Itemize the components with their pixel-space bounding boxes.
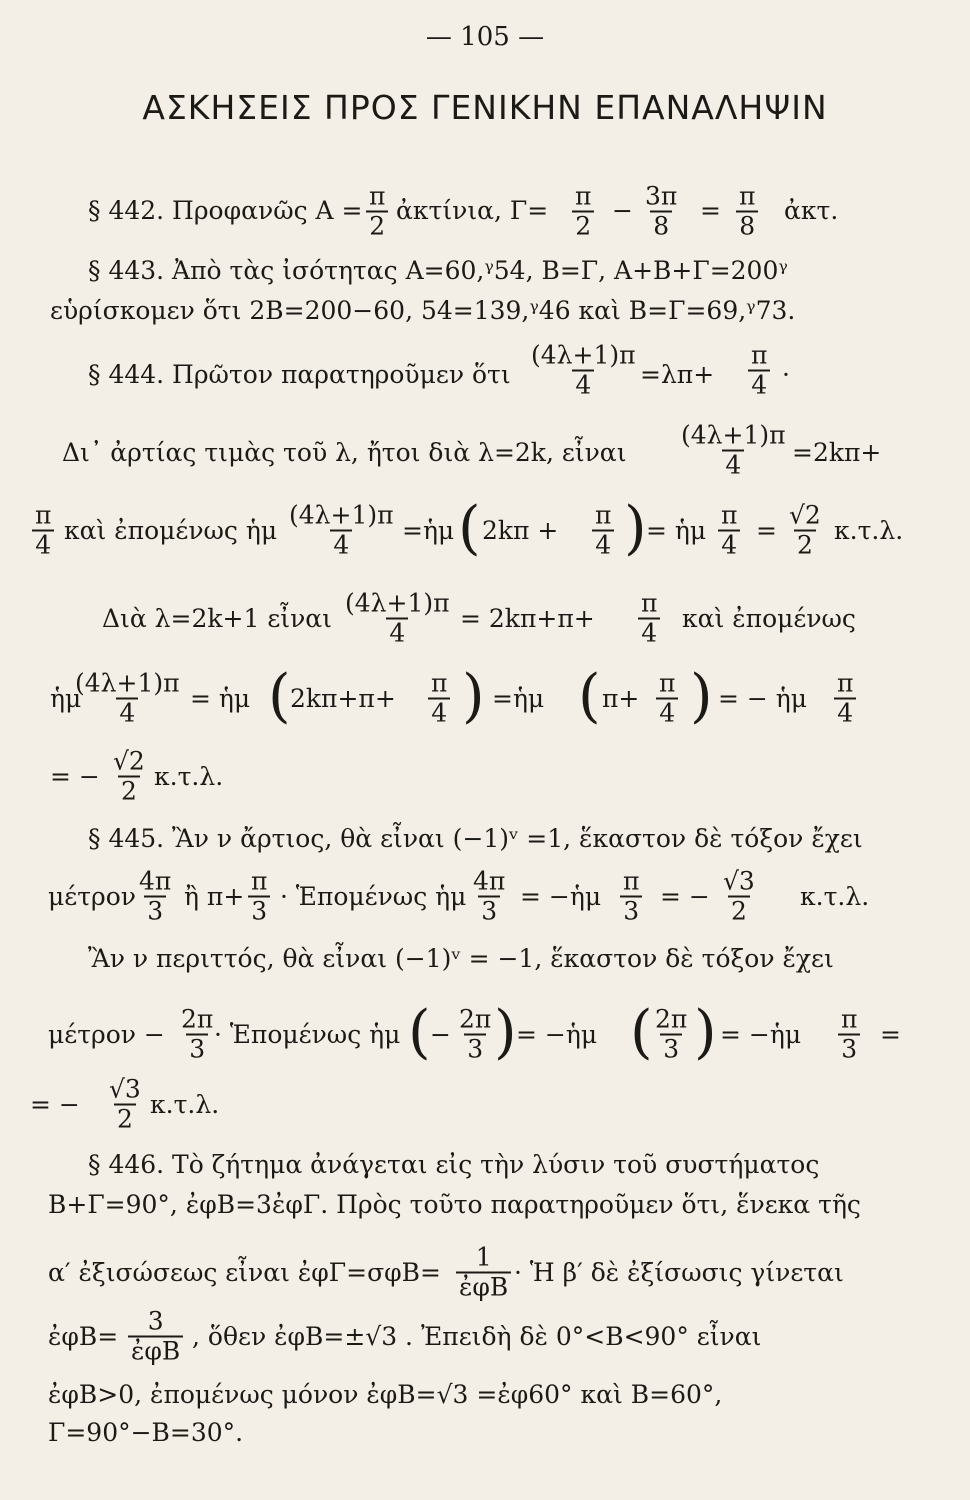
fraction: $\frac{(4\lambda+1)\pi}{4}$ — [75, 668, 180, 727]
fraction: $\frac{(4\lambda+1)\pi}{4}$ — [345, 588, 450, 647]
fraction: $\frac{\pi}{4}$ — [748, 342, 770, 399]
fraction: $\frac{\pi}{8}$ — [736, 183, 758, 240]
fraction: 1 ἐφΒ — [456, 1244, 511, 1301]
left-paren: ( — [578, 661, 601, 730]
fraction: $\frac{√2}{2}$ — [113, 746, 145, 805]
fraction: $\frac{\pi}{3}$ — [838, 1006, 860, 1063]
text: − — [612, 196, 633, 225]
fraction: $\frac{2\pi}{3}$ — [655, 1004, 688, 1063]
text: = — [700, 196, 721, 225]
text: ἀκτίνια, Γ= — [396, 196, 549, 225]
page-number: — 105 — — [425, 22, 545, 52]
fraction: $\frac{3\pi}{8}$ — [645, 181, 678, 240]
text: ἀκτ. — [784, 196, 839, 225]
left-paren: ( — [630, 997, 653, 1066]
denominator: 2 — [366, 210, 388, 240]
fraction: $\frac{\pi}{4}$ — [32, 502, 54, 559]
fraction: $\frac{√3}{2}$ — [723, 866, 755, 925]
fraction: $\frac{(4\lambda+1)\pi}{4}$ — [289, 500, 394, 559]
fraction: $\frac{2\pi}{3}$ — [181, 1004, 214, 1063]
fraction: $\frac{\pi}{4}$ — [656, 670, 678, 727]
fraction: $\frac{2\pi}{3}$ — [459, 1004, 492, 1063]
fraction — [366, 183, 388, 240]
fraction: $\frac{\pi}{4}$ — [592, 502, 614, 559]
right-paren: ) — [462, 661, 485, 730]
page-title: ΑΣΚΗΣΕΙΣ ΠΡΟΣ ΓΕΝΙΚΗΝ ΕΠΑΝΑΛΗΨΙΝ — [142, 88, 828, 127]
fraction: $\frac{\pi}{3}$ — [620, 868, 642, 925]
fraction: 3 ἐφΒ — [128, 1308, 183, 1365]
fraction: $\frac{\pi}{2}$ — [572, 183, 594, 240]
fraction: $\frac{(4\lambda+1)\pi}{4}$ — [531, 340, 636, 399]
fraction: $\frac{\pi}{4}$ — [638, 590, 660, 647]
left-paren: ( — [268, 661, 291, 730]
right-paren: ) — [690, 661, 713, 730]
right-paren: ) — [494, 997, 517, 1066]
fraction: $\frac{4\pi}{3}$ — [473, 866, 506, 925]
fraction: $\frac{\pi}{4}$ — [718, 502, 740, 559]
text: § 442. Προφανῶς Α = — [88, 196, 363, 225]
fraction: $\frac{√3}{2}$ — [109, 1074, 141, 1133]
fraction: $\frac{\pi}{4}$ — [428, 670, 450, 727]
left-paren: ( — [408, 997, 431, 1066]
fraction: $\frac{4\pi}{3}$ — [139, 866, 172, 925]
fraction: $\frac{\pi}{4}$ — [834, 670, 856, 727]
numerator: π — [369, 181, 386, 211]
book-page: — 105 — ΑΣΚΗΣΕΙΣ ΠΡΟΣ ΓΕΝΙΚΗΝ ΕΠΑΝΑΛΗΨΙΝ § 442. Προφανῶς Α = $\frac{\pi}{2}$ ἀκτίνια, Γ= $\frac{\pi}{2}$ − $\frac{3\pi}{8}$ = $\frac{\pi}{8}$ ἀκτ. § 443. Ἀπὸ τὰς ἰσότητας Α=60,ᵞ54, Β=Γ, Α+Β+Γ=200ᵞ εὑρίσκομεν ὅτι 2Β=200−60, 54=139,ᵞ46 καὶ Β=Γ=69,ᵞ73. § 444. Πρῶτον παρατηροῦμεν ὅτι $\frac{(4\lambda+1)\pi}{4}$ =λπ+ $\frac{\pi}{4}$ · Δι᾽ ἀρτίας τιμὰς τοῦ λ, ἤτοι διὰ λ=2k, εἶναι $\frac{(4\lambda+1)\pi}{4}$ =2kπ+ $\frac{\pi}{4}$ καὶ ἐπομένως ἡμ $\frac{(4\lambda+1)\pi}{4}$ =ἡμ ( 2kπ + $\frac{\pi}{4}$ ) = ἡμ $\frac{\pi}{4}$ = $\frac{√2}{2}$ κ.τ.λ. Διὰ λ=2k+1 εἶναι $\frac{(4\lambda+1)\pi}{4}$ = 2kπ+π+ $\frac{\pi}{4}$ καὶ ἐπομένως ἡμ $\frac{(4\lambda+1)\pi}{4}$ = ἡμ ( 2kπ+π+ $\frac{\pi}{4}$ ) =ἡμ ( π+ $\frac{\pi}{4}$ ) = − ἡμ $\frac{\pi}{4}$ = − $\frac{√2}{2}$ κ.τ.λ. § 445. Ἂν ν ἄρτιος, θὰ εἶναι (−1)ᵛ =1, ἕκαστον δὲ τόξον ἔχει μέτρον $\frac{4\pi}{3}$ ἢ π+ $\frac{\pi}{3}$ · Ἑπομένως ἡμ $\frac{4\pi}{3}$ = −ἡμ $\frac{\pi}{3}$ = − $\frac{√3}{2}$ κ.τ.λ. Ἂν ν περιττός, θὰ εἶναι (−1)ᵛ = −1, ἕκαστον δὲ τόξον ἔχει μέτρον − $\frac{2\pi}{3}$ · Ἑπομένως ἡμ ( − $\frac{2\pi}{3}$ ) = −ἡμ ( $\frac{2\pi}{3}$ ) = −ἡμ $\frac{\pi}{3}$ = = − $\frac{√3}{2}$ κ.τ.λ. § 446. Τὸ ζήτημα ἀνάγεται εἰς τὴν λύσιν τοῦ συστήματος Β+Γ=90°, ἐφΒ=3ἐφΓ. Πρὸς τοῦτο παρατηροῦμεν ὅτι, ἕνεκα τῆς α′ ἐξισώσεως εἶναι ἐφΓ=σφΒ= 1 ἐφΒ · Ἡ β′ δὲ ἐξίσωσις γίνεται ἐφΒ= 3 ἐφΒ , ὅθεν ἐφΒ=±√3 . Ἐπειδὴ δὲ 0°<Β<90° εἶναι ἐφΒ>0, ἐπομένως μόνον ἐφΒ=√3 =ἐφ60° καὶ Β=60°, Γ=90°−Β=30°. — [0, 0, 970, 1500]
right-paren: ) — [694, 997, 717, 1066]
fraction: $\frac{(4\lambda+1)\pi}{4}$ — [681, 420, 786, 479]
right-paren: ) — [624, 493, 647, 562]
fraction: $\frac{√2}{2}$ — [789, 500, 821, 559]
left-paren: ( — [458, 493, 481, 562]
fraction: $\frac{\pi}{3}$ — [248, 868, 270, 925]
